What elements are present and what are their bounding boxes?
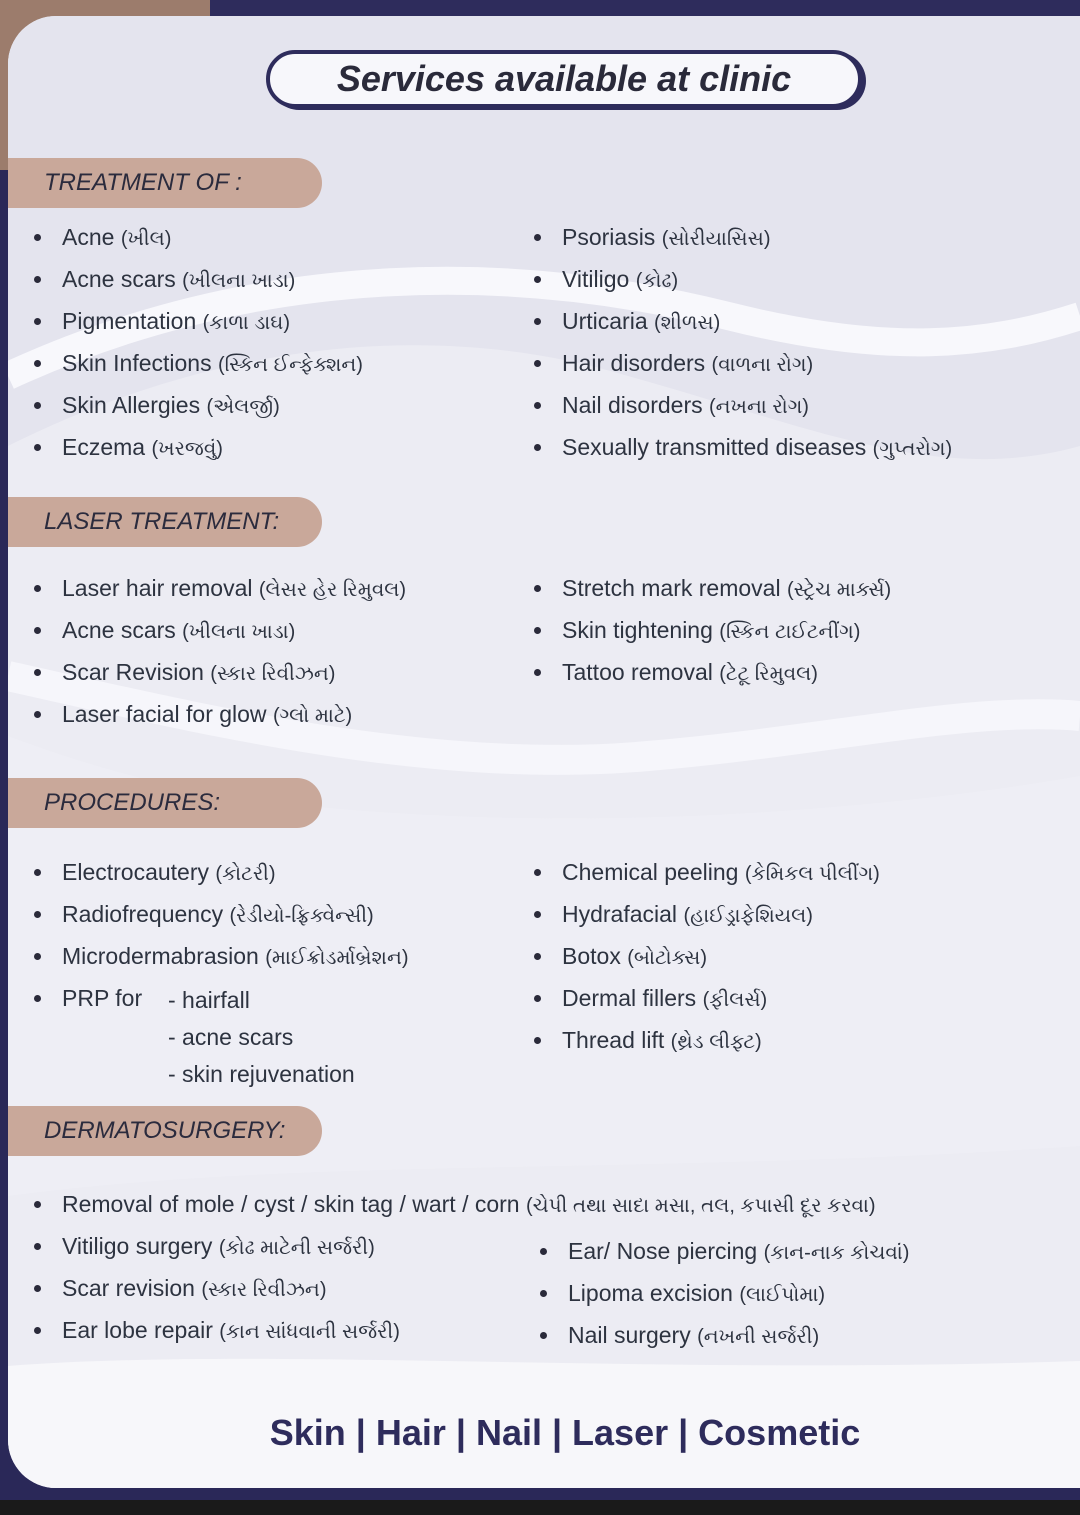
list-item: Vitiligo (કોઢ)	[532, 258, 952, 300]
list-item: Lipoma excision (લાઈપોમા)	[538, 1272, 909, 1314]
dermatosurgery-full-row	[32, 1183, 876, 1225]
list-item: Scar revision (સ્કાર રિવીઝન)	[32, 1267, 400, 1309]
list-item: Skin tightening (સ્કિન ટાઈટનીંગ)	[532, 609, 891, 651]
list-item: Acne (ખીલ)	[32, 216, 363, 258]
list-item: Removal of mole / cyst / skin tag / wart / corn (ચેપી તથા સાદા મસા, તલ, કપાસી દૂર કરવા)	[32, 1183, 876, 1225]
list-item: Ear/ Nose piercing (કાન-નાક કોચવાં)	[538, 1230, 909, 1272]
prp-item: - hairfall	[168, 987, 250, 1013]
list-item: Acne scars (ખીલના ખાડા)	[32, 609, 406, 651]
footer-tagline: Skin | Hair | Nail | Laser | Cosmetic	[269, 1412, 861, 1453]
list-item: Acne scars (ખીલના ખાડા)	[32, 258, 363, 300]
procedures-list-left	[32, 851, 409, 977]
prp-item: - skin rejuvenation	[168, 1061, 355, 1087]
section-heading-procedures: PROCEDURES:	[8, 778, 322, 828]
section-heading-treatment: TREATMENT OF :	[8, 158, 322, 208]
dermatosurgery-list-left	[32, 1225, 400, 1351]
list-item: Thread lift (થ્રેડ લીફ્ટ)	[532, 1019, 880, 1061]
list-item: Sexually transmitted diseases (ગુપ્તરોગ)	[532, 426, 952, 468]
list-item: Electrocautery (કોટરી)	[32, 851, 409, 893]
list-item: Laser hair removal (લેસર હેર રિમુવલ)	[32, 567, 406, 609]
list-item: Hair disorders (વાળના રોગ)	[532, 342, 952, 384]
list-item: Eczema (ખરજવું)	[32, 426, 363, 468]
list-item: Chemical peeling (કેમિકલ પીલીંગ)	[532, 851, 880, 893]
list-item: Nail disorders (નખના રોગ)	[532, 384, 952, 426]
laser-list-right	[532, 567, 891, 693]
procedures-list-right	[532, 851, 880, 1061]
treatment-list-right	[532, 216, 952, 468]
section-heading-laser: LASER TREATMENT:	[8, 497, 322, 547]
prp-item: - acne scars	[168, 1024, 294, 1050]
section-heading-dermatosurgery: DERMATOSURGERY:	[8, 1106, 322, 1156]
list-item: Microdermabrasion (માઈક્રોડર્માબ્રેશન)	[32, 935, 409, 977]
list-item: Scar Revision (સ્કાર રિવીઝન)	[32, 651, 406, 693]
list-item: Radiofrequency (રેડીયો-ફ્રિક્વેન્સી)	[32, 893, 409, 935]
title-banner	[266, 50, 862, 108]
list-item: Ear lobe repair (કાન સાંધવાની સર્જરી)	[32, 1309, 400, 1351]
list-item: Urticaria (શીળસ)	[532, 300, 952, 342]
list-item: Hydrafacial (હાઈડ્રાફેશિયલ)	[532, 893, 880, 935]
list-item: Psoriasis (સોરીયાસિસ)	[532, 216, 952, 258]
laser-list-left	[32, 567, 406, 735]
list-item: Stretch mark removal (સ્ટ્રેચ માર્ક્સ)	[532, 567, 891, 609]
list-item: Skin Allergies (એલર્જી)	[32, 384, 363, 426]
list-item: Laser facial for glow (ગ્લો માટે)	[32, 693, 406, 735]
list-item: Dermal fillers (ફીલર્સ)	[532, 977, 880, 1019]
prp-label: PRP for	[32, 977, 142, 1019]
list-item: Vitiligo surgery (કોઢ માટેની સર્જરી)	[32, 1225, 400, 1267]
list-item: Pigmentation (કાળા ડાઘ)	[32, 300, 363, 342]
treatment-list-left	[32, 216, 363, 468]
list-item: Nail surgery (નખની સર્જરી)	[538, 1314, 909, 1356]
dermatosurgery-list-right	[538, 1230, 909, 1356]
list-item: Tattoo removal (ટેટૂ રિમુવલ)	[532, 651, 891, 693]
list-item: Botox (બોટોક્સ)	[532, 935, 880, 977]
page-title: Services available at clinic	[336, 58, 792, 99]
list-item: Skin Infections (સ્કિન ઈન્ફેક્શન)	[32, 342, 363, 384]
